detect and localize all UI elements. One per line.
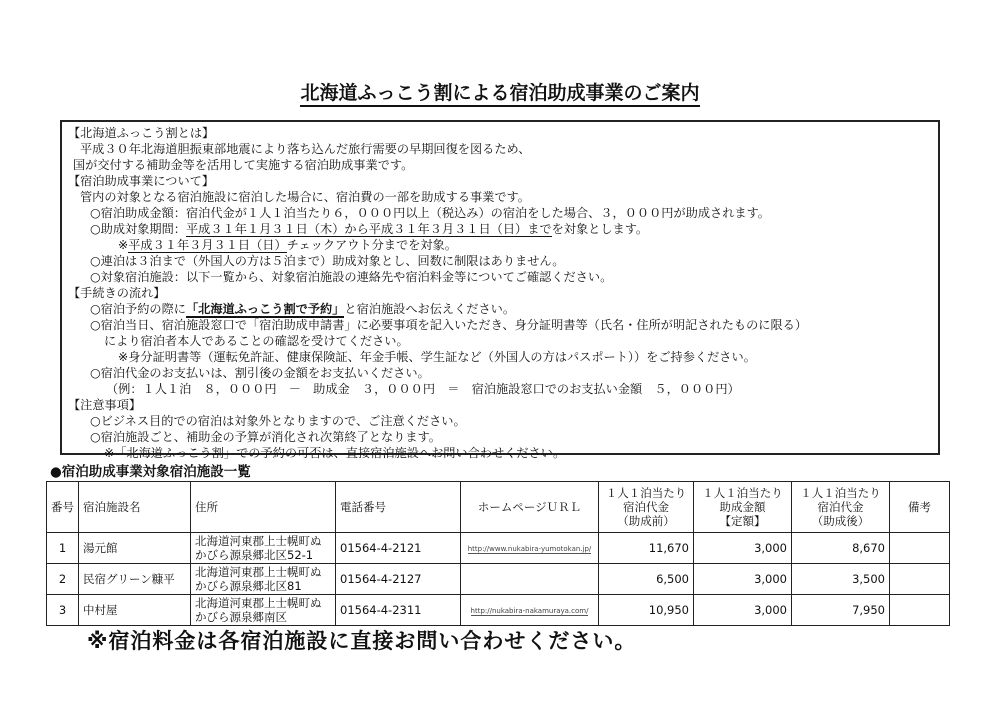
row-price-after: 8,670 — [792, 533, 890, 564]
row-subsidy: 3,000 — [694, 595, 792, 626]
row-price-before: 10,950 — [599, 595, 694, 626]
header-no: 番号 — [47, 482, 79, 533]
row-remarks — [890, 533, 950, 564]
row-address-line2: かびら源泉郷南区 — [195, 610, 287, 624]
row-phone: 01564-4-2121 — [336, 533, 461, 564]
header-name: 宿泊施設名 — [79, 482, 191, 533]
row-facility-name: 中村屋 — [79, 595, 191, 626]
facility-list-heading: ●宿泊助成事業対象宿泊施設一覧 — [50, 464, 251, 480]
procedure-checkin-1: ○宿泊当日、宿泊施設窓口で「宿泊助成申請書」に必要事項を記入いただき、身分証明書等（氏名・住所が明記されたものに限る） — [90, 318, 808, 332]
consecutive-nights: ○連泊は３泊まで（外国人の方は５泊まで）助成対象とし、回数に制限はありません。 — [90, 254, 565, 268]
row-phone: 01564-4-2311 — [336, 595, 461, 626]
row-no: 2 — [47, 564, 79, 595]
caution-business: ○ビジネス目的での宿泊は対象外となりますので、ご注意ください。 — [90, 414, 466, 428]
row-price-before: 6,500 — [599, 564, 694, 595]
procedure-reservation — [90, 301, 515, 317]
row-address-line1: 北海道河東郡上士幌町ぬ — [195, 596, 322, 610]
header-price-before-2: 宿泊代金 — [623, 500, 669, 514]
section-heading-caution: 【注意事項】 — [68, 398, 142, 412]
row-facility-name: 湯元館 — [79, 533, 191, 564]
section-heading-subsidy: 【宿泊助成事業について】 — [68, 174, 215, 188]
row-no: 1 — [47, 533, 79, 564]
page-title-text: 北海道ふっこう割による宿泊助成事業のご案内 — [300, 82, 699, 107]
row-url-cell — [461, 564, 599, 595]
header-subsidy-3: 【定額】 — [719, 514, 766, 528]
procedure-reservation-suffix: と宿泊施設へお伝えください。 — [344, 302, 516, 316]
row-no: 3 — [47, 595, 79, 626]
checkout-note-date: 平成３１年３月３１日（日） — [128, 238, 287, 252]
target-facilities: ○対象宿泊施設：以下一覧から、対象宿泊施設の連絡先や宿泊料金等についてご確認ください。 — [90, 270, 613, 284]
header-price-after-2: 宿泊代金 — [817, 500, 864, 514]
subsidy-period-suffix: を対象とします。 — [551, 222, 649, 236]
page-title — [0, 78, 1000, 105]
header-url: ホームページＵＲＬ — [461, 482, 599, 533]
subsidy-period-label: ○助成対象期間： — [90, 222, 186, 236]
header-address: 住所 — [191, 482, 336, 533]
payment-example: （例：１人１泊 ８，０００円 － 助成金 ３，０００円 ＝ 宿泊施設窓口でのお支払い金額 ５，０００円） — [106, 382, 740, 396]
header-price-after-3: （助成後） — [811, 514, 870, 528]
header-price-after-1: １人１泊当たり — [800, 486, 881, 500]
row-address — [191, 595, 336, 626]
payment-text: ○宿泊代金のお支払いは、割引後の金額をお支払いください。 — [90, 366, 430, 380]
subsidy-text: 管内の対象となる宿泊施設に宿泊した場合に、宿泊費の一部を助成する事業です。 — [80, 190, 530, 204]
section-heading-procedure: 【手続きの流れ】 — [68, 286, 166, 300]
table-header-row — [47, 482, 950, 533]
row-address-line2: かびら源泉郷北区81 — [195, 579, 302, 593]
subsidy-amount: ○宿泊助成金額：宿泊代金が１人１泊当たり６，０００円以上（税込み）の宿泊をした場合、３，０００円が助成されます。 — [90, 206, 770, 220]
row-address-line1: 北海道河東郡上士幌町ぬ — [195, 534, 322, 548]
section-heading-about: 【北海道ふっこう割とは】 — [68, 126, 215, 140]
procedure-reservation-phrase: 「北海道ふっこう割で予約」 — [185, 302, 345, 316]
procedure-reservation-prefix: ○宿泊予約の際に — [90, 302, 186, 316]
header-phone: 電話番号 — [336, 482, 461, 533]
row-price-after: 3,500 — [792, 564, 890, 595]
header-remarks: 備考 — [890, 482, 950, 533]
row-price-after: 7,950 — [792, 595, 890, 626]
notice-box — [60, 120, 940, 460]
row-url-cell — [461, 533, 599, 564]
row-subsidy: 3,000 — [694, 533, 792, 564]
caution-inquiry: ※「北海道ふっこう割」での予約の可否は、直接宿泊施設へお問い合わせください。 — [104, 446, 566, 460]
row-subsidy: 3,000 — [694, 564, 792, 595]
header-price-before-1: １人１泊当たり — [605, 486, 687, 500]
footer-note: ※宿泊料金は各宿泊施設に直接お問い合わせください。 — [87, 629, 637, 653]
row-address-line1: 北海道河東郡上士幌町ぬ — [195, 565, 322, 579]
caution-budget: ○宿泊施設ごと、補助金の予算が消化され次第終了となります。 — [90, 430, 441, 444]
header-price-after — [792, 482, 890, 533]
id-documents-note: ※身分証明書等（運転免許証、健康保険証、年金手帳、学生証など（外国人の方はパスポート））をご持参ください。 — [118, 350, 756, 364]
row-url-link[interactable]: http://www.nukabira-yumotokan.jp/ — [467, 545, 592, 553]
header-price-before-3: （助成前） — [617, 514, 675, 528]
header-price-before — [599, 482, 694, 533]
table-row — [47, 595, 950, 626]
table-row — [47, 533, 950, 564]
header-subsidy-1: １人１泊当たり — [702, 486, 783, 500]
subsidy-period-dates: 平成３１年１月３１日（木）から平成３１年３月３１日（日）まで — [185, 222, 552, 236]
row-remarks — [890, 564, 950, 595]
row-address — [191, 533, 336, 564]
row-facility-name: 民宿グリーン糠平 — [79, 564, 191, 595]
header-subsidy — [694, 482, 792, 533]
row-remarks — [890, 595, 950, 626]
facility-table — [46, 481, 950, 626]
checkout-note — [118, 237, 457, 253]
row-url-cell — [461, 595, 599, 626]
subsidy-period — [90, 221, 648, 237]
about-text-2: 国が交付する補助金等を活用して実施する宿泊助成事業です。 — [73, 158, 414, 172]
header-subsidy-2: 助成金額 — [719, 500, 766, 514]
procedure-checkin-2: により宿泊者本人であることの確認を受けてください。 — [104, 334, 409, 348]
about-text-1: 平成３０年北海道胆振東部地震により落ち込んだ旅行需要の早期回復を図るため、 — [80, 142, 531, 156]
table-row — [47, 564, 950, 595]
row-price-before: 11,670 — [599, 533, 694, 564]
row-phone: 01564-4-2127 — [336, 564, 461, 595]
row-address-line2: かびら源泉郷北区52-1 — [195, 548, 314, 562]
row-address — [191, 564, 336, 595]
row-url-link[interactable]: http://nukabira-nakamuraya.com/ — [470, 607, 589, 615]
checkout-note-mark: ※ — [118, 238, 129, 252]
checkout-note-suffix: チェックアウト分までを対象。 — [286, 238, 457, 252]
